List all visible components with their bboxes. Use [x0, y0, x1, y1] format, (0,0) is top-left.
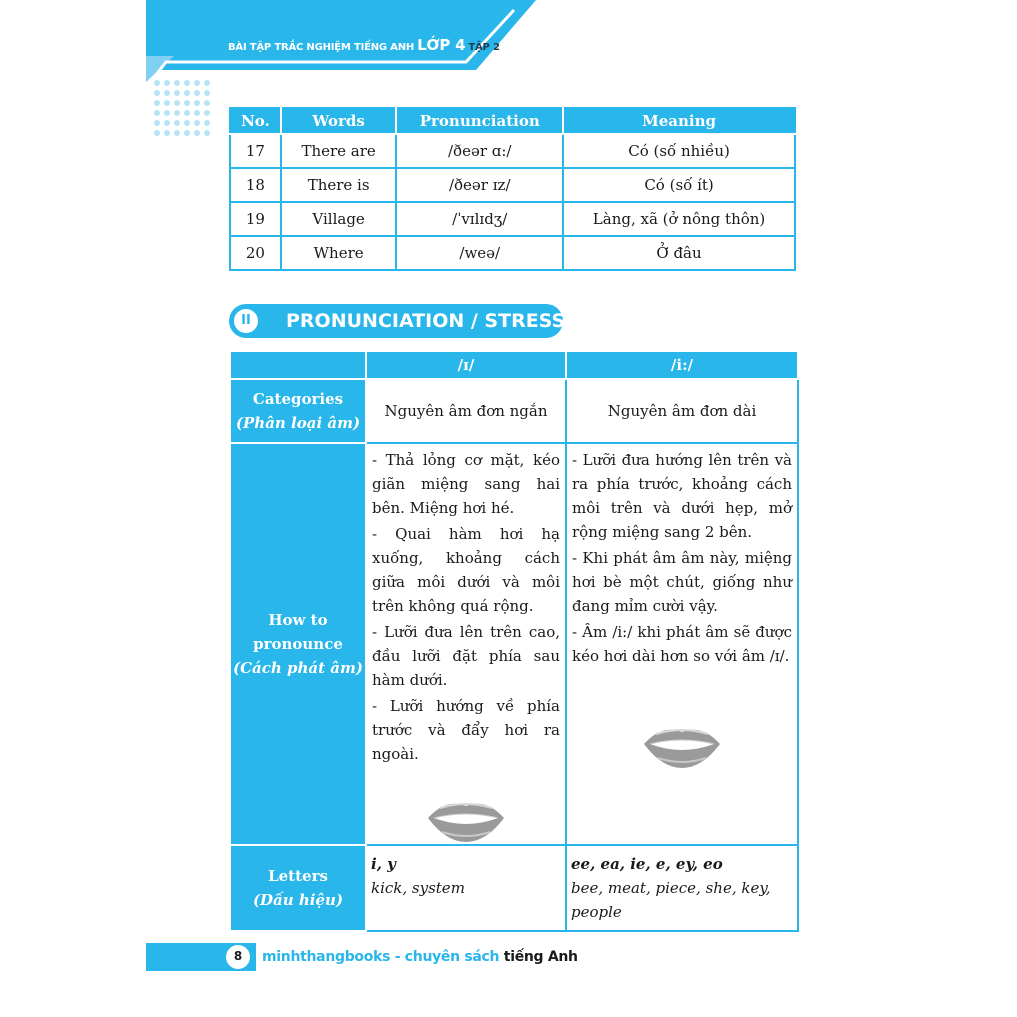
letters-short-examples: kick, system [371, 879, 465, 897]
how-long-step: - Khi phát âm âm này, miệng hơi bè một chút, giống như đang mỉm cười vậy. [572, 549, 792, 615]
how-long-cell [566, 443, 798, 845]
how-short-step: - Lưỡi đưa lên trên cao, đầu lưỡi đặt phía sau hàm dưới. [372, 623, 560, 689]
row-no: 17 [230, 134, 281, 168]
how-short-step: - Thả lỏng cơ mặt, kéo giãn miệng sang hai bên. Miệng hơi hé. [372, 451, 560, 517]
row-meaning: Ở đâu [563, 236, 795, 270]
book-title: BÀI TẬP TRẮC NGHIỆM TIẾNG ANH [228, 42, 415, 53]
col-no: No. [230, 108, 281, 134]
vocabulary-table [229, 107, 796, 271]
page-number-badge [226, 945, 250, 969]
categories-label-vi: (Phân loại âm) [235, 414, 361, 432]
letters-long-signs: ee, ea, ie, e, ey, eo [571, 855, 723, 873]
letters-long-examples: bee, meat, piece, she, key, people [571, 879, 771, 921]
row-word: There is [281, 168, 397, 202]
letters-row [230, 845, 798, 931]
row-word: Where [281, 236, 397, 270]
footer-brand: minhthangbooks - chuyên sách [262, 949, 500, 965]
decorative-dots [152, 78, 212, 138]
how-long-step: - Âm /i:/ khi phát âm sẽ được kéo hơi dài hơn so với âm /ɪ/. [572, 623, 792, 665]
table-row [230, 168, 795, 202]
volume-label: TẬP 2 [468, 42, 500, 53]
row-pron: /ðeər ɑ:/ [396, 134, 563, 168]
letters-long-cell [566, 845, 798, 931]
table-row [230, 134, 795, 168]
section-number: II [241, 313, 251, 328]
col-pronunciation: Pronunciation [396, 108, 563, 134]
categories-long: Nguyên âm đơn dài [566, 379, 798, 443]
how-label-cell [230, 443, 366, 845]
categories-label-cell [230, 379, 366, 443]
how-label-line1: How to [268, 611, 328, 629]
page-number: 8 [233, 949, 243, 963]
how-short-step: - Lưỡi hướng về phía trước và đẩy hơi ra ngoài. [372, 697, 560, 763]
row-pron: /ðeər ɪz/ [396, 168, 563, 202]
section-title: PRONUNCIATION / STRESS [286, 310, 566, 332]
letters-label-vi: (Dấu hiệu) [252, 891, 344, 909]
letters-label: Letters [268, 867, 328, 885]
smiling-lips-icon [426, 796, 506, 844]
col-meaning: Meaning [563, 108, 795, 134]
how-row [230, 443, 798, 845]
header-title [228, 36, 500, 54]
how-label-vi: (Cách phát âm) [233, 659, 363, 677]
row-meaning: Có (số ít) [563, 168, 795, 202]
how-short-step: - Quai hàm hơi hạ xuống, khoảng cách giữa môi dưới và môi trên không quá rộng. [372, 525, 560, 615]
row-no: 19 [230, 202, 281, 236]
letters-short-cell [366, 845, 566, 931]
categories-short: Nguyên âm đơn ngắn [366, 379, 566, 443]
col-short-i: /ɪ/ [366, 351, 566, 379]
categories-row [230, 379, 798, 443]
pron-header-row [230, 351, 798, 379]
footer-text [262, 949, 578, 965]
section-number-badge [232, 307, 260, 335]
row-no: 18 [230, 168, 281, 202]
pronunciation-table [229, 350, 799, 932]
footer-tail: tiếng Anh [503, 949, 578, 965]
table-row [230, 202, 795, 236]
grade-label: LỚP 4 [417, 36, 466, 54]
row-word: There are [281, 134, 397, 168]
how-long-step: - Lưỡi đưa hướng lên trên và ra phía trước, khoảng cách môi trên và dưới hẹp, mở rộng miệng sang 2 bên. [572, 451, 792, 541]
row-no: 20 [230, 236, 281, 270]
smiling-lips-icon [642, 722, 722, 770]
table-row [230, 236, 795, 270]
row-pron: /weə/ [396, 236, 563, 270]
vocab-header-row [230, 108, 795, 134]
row-word: Village [281, 202, 397, 236]
row-meaning: Làng, xã (ở nông thôn) [563, 202, 795, 236]
how-short-cell [366, 443, 566, 845]
letters-short-signs: i, y [371, 855, 396, 873]
letters-label-cell [230, 845, 366, 931]
pron-corner-cell [230, 351, 366, 379]
row-pron: /ˈvɪlɪdʒ/ [396, 202, 563, 236]
row-meaning: Có (số nhiều) [563, 134, 795, 168]
col-long-i: /i:/ [566, 351, 798, 379]
how-label-line2: pronounce [253, 635, 343, 653]
col-words: Words [281, 108, 397, 134]
categories-label: Categories [252, 390, 344, 408]
